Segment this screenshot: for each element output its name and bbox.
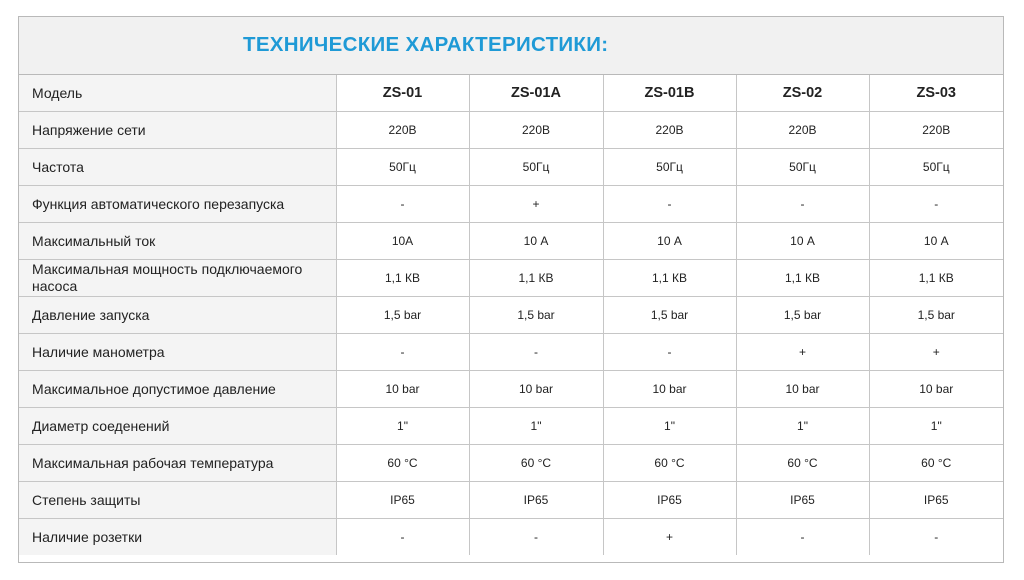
value-cell: 10А [336, 223, 469, 260]
row-label-cell: Максимальное допустимое давление [19, 371, 336, 408]
model-cell: ZS-02 [736, 75, 869, 112]
value-cell: 220В [603, 112, 736, 149]
value-cell: IP65 [469, 482, 603, 519]
value-cell: 60 °C [736, 445, 869, 482]
table-row [19, 408, 1003, 445]
table-row [19, 371, 1003, 408]
value-cell: 1,5 bar [603, 297, 736, 334]
value-cell: 1" [869, 408, 1003, 445]
value-cell: 60 °C [603, 445, 736, 482]
value-cell: - [869, 519, 1003, 556]
row-label-cell: Наличие манометра [19, 334, 336, 371]
value-cell: 1,1 КВ [736, 260, 869, 297]
value-cell: - [736, 519, 869, 556]
model-cell: ZS-03 [869, 75, 1003, 112]
value-cell: - [336, 519, 469, 556]
value-cell: - [469, 519, 603, 556]
value-cell: 10 А [869, 223, 1003, 260]
value-cell: 1,1 КВ [469, 260, 603, 297]
value-cell: - [603, 186, 736, 223]
value-cell: IP65 [736, 482, 869, 519]
value-cell: - [469, 334, 603, 371]
table-row [19, 334, 1003, 371]
page-title: ТЕХНИЧЕСКИЕ ХАРАКТЕРИСТИКИ: [243, 33, 609, 56]
model-cell: ZS-01B [603, 75, 736, 112]
value-cell: 1,1 КВ [603, 260, 736, 297]
value-cell: 10 А [736, 223, 869, 260]
table-row [19, 223, 1003, 260]
value-cell: 1,5 bar [469, 297, 603, 334]
value-cell: + [736, 334, 869, 371]
specs-table [19, 75, 1003, 555]
value-cell: + [603, 519, 736, 556]
value-cell: 1,5 bar [869, 297, 1003, 334]
value-cell: 1" [736, 408, 869, 445]
row-label-cell: Давление запуска [19, 297, 336, 334]
value-cell: 10 bar [736, 371, 869, 408]
table-row [19, 112, 1003, 149]
table-row [19, 149, 1003, 186]
value-cell: 1,1 КВ [869, 260, 1003, 297]
value-cell: 10 bar [869, 371, 1003, 408]
table-row [19, 186, 1003, 223]
table-row [19, 297, 1003, 334]
value-cell: 10 bar [469, 371, 603, 408]
value-cell: - [603, 334, 736, 371]
value-cell: - [869, 186, 1003, 223]
value-cell: - [336, 186, 469, 223]
spec-sheet [18, 16, 1004, 563]
table-header-row [19, 75, 1003, 112]
table-row [19, 260, 1003, 297]
value-cell: 60 °C [336, 445, 469, 482]
value-cell: 50Гц [336, 149, 469, 186]
value-cell: + [469, 186, 603, 223]
row-label-cell: Максимальная рабочая температура [19, 445, 336, 482]
value-cell: IP65 [603, 482, 736, 519]
value-cell: + [869, 334, 1003, 371]
model-cell: ZS-01 [336, 75, 469, 112]
row-label-cell: Функция автоматического перезапуска [19, 186, 336, 223]
value-cell: 10 А [469, 223, 603, 260]
value-cell: 50Гц [603, 149, 736, 186]
model-cell: ZS-01A [469, 75, 603, 112]
value-cell: 10 А [603, 223, 736, 260]
value-cell: 1,5 bar [336, 297, 469, 334]
value-cell: 220В [336, 112, 469, 149]
value-cell: 10 bar [603, 371, 736, 408]
value-cell: 1" [469, 408, 603, 445]
value-cell: IP65 [869, 482, 1003, 519]
value-cell: 220В [736, 112, 869, 149]
value-cell: 1" [603, 408, 736, 445]
value-cell: 220В [469, 112, 603, 149]
header-label-cell: Модель [19, 75, 336, 112]
table-row [19, 519, 1003, 556]
row-label-cell: Диаметр соеденений [19, 408, 336, 445]
value-cell: 50Гц [869, 149, 1003, 186]
row-label-cell: Степень защиты [19, 482, 336, 519]
row-label-cell: Наличие розетки [19, 519, 336, 556]
row-label-cell: Напряжение сети [19, 112, 336, 149]
table-row [19, 482, 1003, 519]
value-cell: 50Гц [736, 149, 869, 186]
row-label-cell: Частота [19, 149, 336, 186]
value-cell: - [336, 334, 469, 371]
row-label-cell: Максимальный ток [19, 223, 336, 260]
title-band [19, 17, 1003, 75]
row-label-cell: Максимальная мощность подключаемого насоса [19, 260, 336, 297]
value-cell: 1,1 КВ [336, 260, 469, 297]
value-cell: 1,5 bar [736, 297, 869, 334]
value-cell: 1" [336, 408, 469, 445]
value-cell: 60 °C [869, 445, 1003, 482]
value-cell: - [736, 186, 869, 223]
value-cell: 220В [869, 112, 1003, 149]
specs-table-body [19, 75, 1003, 555]
table-row [19, 445, 1003, 482]
value-cell: IP65 [336, 482, 469, 519]
value-cell: 60 °C [469, 445, 603, 482]
value-cell: 10 bar [336, 371, 469, 408]
value-cell: 50Гц [469, 149, 603, 186]
